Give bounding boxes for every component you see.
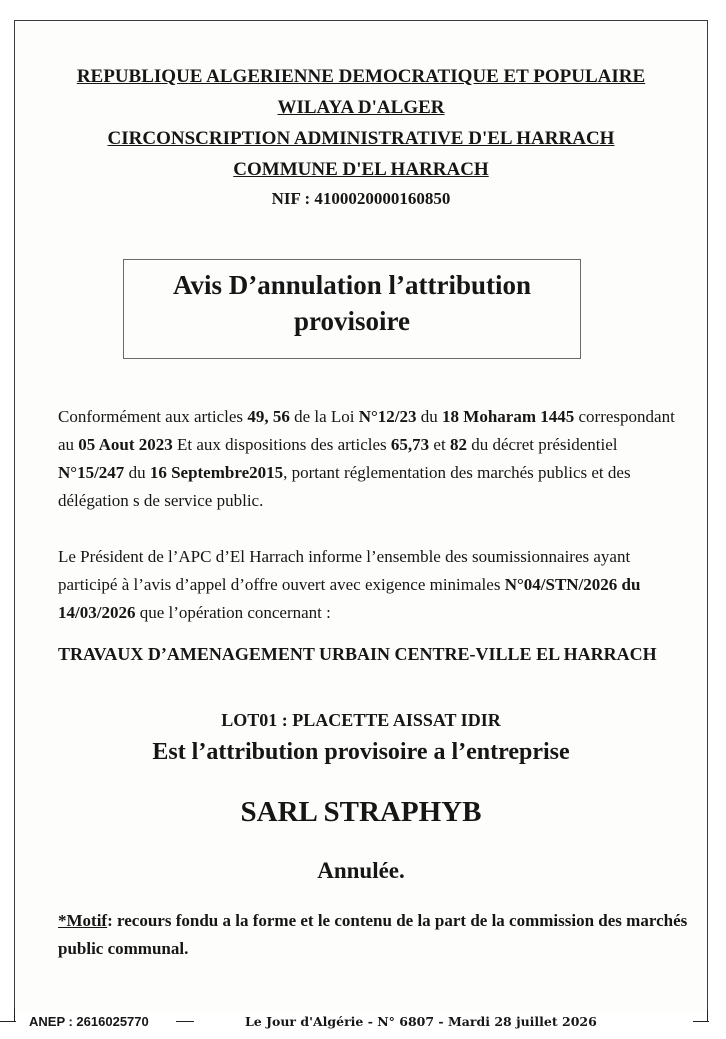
- footer-rule: [14, 1008, 15, 1022]
- footer-rule: [0, 1021, 16, 1022]
- operation-title: TRAVAUX D’AMENAGEMENT URBAIN CENTRE-VILLE EL HARRACH: [58, 644, 657, 664]
- law-number: N°12/23: [358, 407, 417, 426]
- company-name: SARL STRAPHYB: [240, 796, 482, 828]
- decree-date: 16 Septembre2015: [149, 463, 284, 482]
- text-run: correspondant au: [58, 407, 675, 454]
- article-82: 82: [449, 435, 467, 454]
- text-run: , portant réglementation des marchés publics et des délégation s de service public.: [58, 463, 631, 510]
- text-run: Et aux dispositions des articles: [172, 435, 391, 454]
- tender-reference: N°04/STN/2026 du 14/03/2026: [58, 575, 641, 622]
- notice-title-line2: provisoire: [293, 306, 410, 336]
- motif-paragraph: [58, 907, 688, 963]
- attribution-line: Est l’attribution provisoire a l’entreprise: [152, 739, 570, 765]
- articles-ref: 49, 56: [247, 407, 290, 426]
- articles-ref-2: 65,73: [390, 435, 430, 454]
- legal-basis-paragraph: [58, 403, 684, 515]
- status-cancelled: Annulée.: [317, 858, 405, 883]
- footer-rule: [176, 1021, 194, 1022]
- text-run: de la Loi: [289, 407, 359, 426]
- text-run: du décret présidentiel: [466, 435, 618, 454]
- header-commune: COMMUNE D'EL HARRACH: [233, 159, 489, 180]
- information-paragraph: [58, 543, 684, 627]
- text-run: Le Président de l’APC d’El Harrach informe l’ensemble des soumissionnaires ayant participé à l’avis d’appel d’offre ouvert avec exigence minimales: [58, 547, 631, 594]
- notice-title-box: [123, 259, 581, 359]
- hijri-date: 18 Moharam 1445: [442, 407, 575, 426]
- header-nif: NIF : 4100020000160850: [271, 189, 451, 208]
- decree-number: N°15/247: [58, 463, 125, 482]
- header-circonscription: CIRCONSCRIPTION ADMINISTRATIVE D'EL HARRACH: [107, 128, 615, 149]
- footer-rule: [707, 1010, 708, 1022]
- text-run: que l’opération concernant :: [135, 603, 331, 622]
- header-wilaya: WILAYA D'ALGER: [277, 97, 445, 118]
- header-republic: REPUBLIQUE ALGERIENNE DEMOCRATIQUE ET POPULAIRE: [76, 66, 646, 87]
- motif-label: *Motif: [58, 911, 108, 930]
- notice-title-line1: Avis D’annulation l’attribution: [172, 270, 532, 300]
- notice-frame: [14, 20, 708, 1012]
- publication-line: Le Jour d'Algérie - N° 6807 - Mardi 28 juillet 2026: [245, 1014, 597, 1029]
- anep-reference: ANEP : 2616025770: [29, 1014, 149, 1029]
- text-run: du: [124, 463, 150, 482]
- lot-label: LOT01 : PLACETTE AISSAT IDIR: [221, 710, 501, 730]
- text-run: et: [429, 435, 450, 454]
- text-run: Conformément aux articles: [58, 407, 248, 426]
- motif-text: : recours fondu a la forme et le contenu de la part de la commission des marchés public communal.: [58, 911, 688, 958]
- text-run: du: [416, 407, 443, 426]
- gregorian-date: 05 Aout 2023: [78, 435, 173, 454]
- header: [15, 61, 707, 213]
